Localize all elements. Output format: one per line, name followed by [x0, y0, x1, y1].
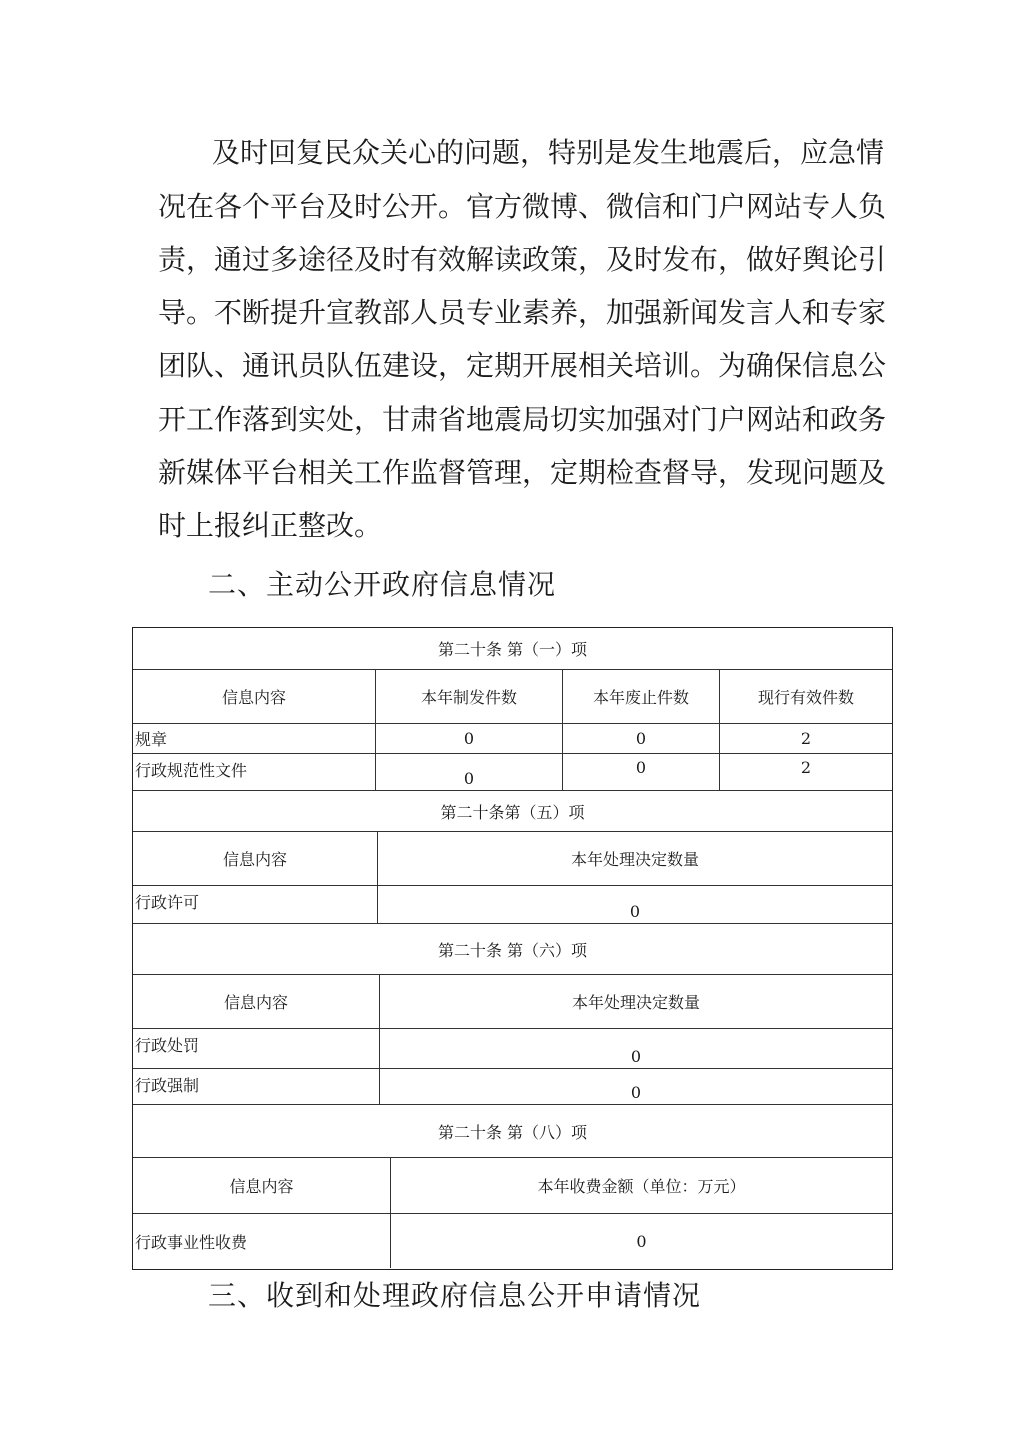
header-decision-count: 本年处理决定数量 — [379, 975, 892, 1028]
header-valid-count: 现行有效件数 — [719, 670, 892, 723]
paragraph-line: 新媒体平台相关工作监督管理，定期检查督导，发现问题及 — [158, 456, 887, 489]
disclosure-table — [132, 627, 893, 1270]
header-info-content: 信息内容 — [222, 850, 287, 869]
table-header-row — [133, 1157, 892, 1213]
row-label: 行政许可 — [135, 893, 200, 912]
paragraph-line: 时上报纠正整改。 — [158, 509, 383, 542]
table-title-row — [133, 628, 892, 669]
header-info-content: 信息内容 — [221, 688, 286, 707]
table-header-row — [133, 974, 892, 1028]
decision-value: 0 — [379, 1029, 892, 1068]
abolished-value: 0 — [562, 754, 719, 790]
valid-value: 2 — [719, 754, 892, 790]
row-label: 行政规范性文件 — [135, 761, 248, 780]
table-header-row — [133, 669, 892, 723]
table-row — [133, 723, 892, 753]
paragraph-line: 开工作落到实处，甘肃省地震局切实加强对门户网站和政务 — [158, 403, 887, 436]
row-label: 行政处罚 — [135, 1036, 200, 1055]
table-title-row — [133, 923, 892, 974]
header-info-content: 信息内容 — [229, 1177, 294, 1196]
paragraph-line: 责，通过多途径及时有效解读政策，及时发布，做好舆论引 — [158, 243, 887, 276]
fee-value: 0 — [390, 1214, 892, 1268]
section-heading-2: 二、主动公开政府信息情况 — [208, 568, 557, 601]
issued-value: 0 — [375, 754, 562, 790]
header-decision-count: 本年处理决定数量 — [377, 832, 892, 885]
header-fee-amount: 本年收费金额（单位：万元） — [390, 1158, 892, 1213]
table-row — [133, 1028, 892, 1068]
body-paragraph — [0, 0, 1024, 560]
row-label: 行政强制 — [135, 1076, 200, 1095]
header-issued-count: 本年制发件数 — [375, 670, 562, 723]
article-6-title: 第二十条 第（六）项 — [437, 940, 588, 960]
article-5-title: 第二十条第（五）项 — [440, 802, 585, 822]
header-info-content: 信息内容 — [223, 993, 288, 1012]
decision-value: 0 — [379, 1069, 892, 1104]
paragraph-line: 及时回复民众关心的问题，特别是发生地震后，应急情 — [212, 136, 885, 169]
row-label: 规章 — [135, 730, 168, 749]
table-row — [133, 885, 892, 923]
table-header-row — [133, 831, 892, 885]
valid-value: 2 — [719, 724, 892, 753]
abolished-value: 0 — [562, 724, 719, 753]
article-8-title: 第二十条 第（八）项 — [437, 1122, 588, 1142]
paragraph-line: 况在各个平台及时公开。官方微博、微信和门户网站专人负 — [158, 190, 887, 223]
paragraph-line: 团队、通讯员队伍建设，定期开展相关培训。为确保信息公 — [158, 349, 887, 382]
table-title-row — [133, 1104, 892, 1157]
decision-value: 0 — [377, 886, 892, 923]
paragraph-line: 导。不断提升宣教部人员专业素养，加强新闻发言人和专家 — [158, 296, 887, 329]
table-row — [133, 753, 892, 790]
table-title-row — [133, 790, 892, 831]
header-abolished-count: 本年废止件数 — [562, 670, 719, 723]
table-row — [133, 1213, 892, 1268]
issued-value: 0 — [375, 724, 562, 753]
article-1-title: 第二十条 第（一）项 — [437, 640, 588, 659]
section-heading-3: 三、收到和处理政府信息公开申请情况 — [208, 1279, 702, 1312]
table-row — [133, 1068, 892, 1104]
row-label: 行政事业性收费 — [135, 1232, 248, 1252]
